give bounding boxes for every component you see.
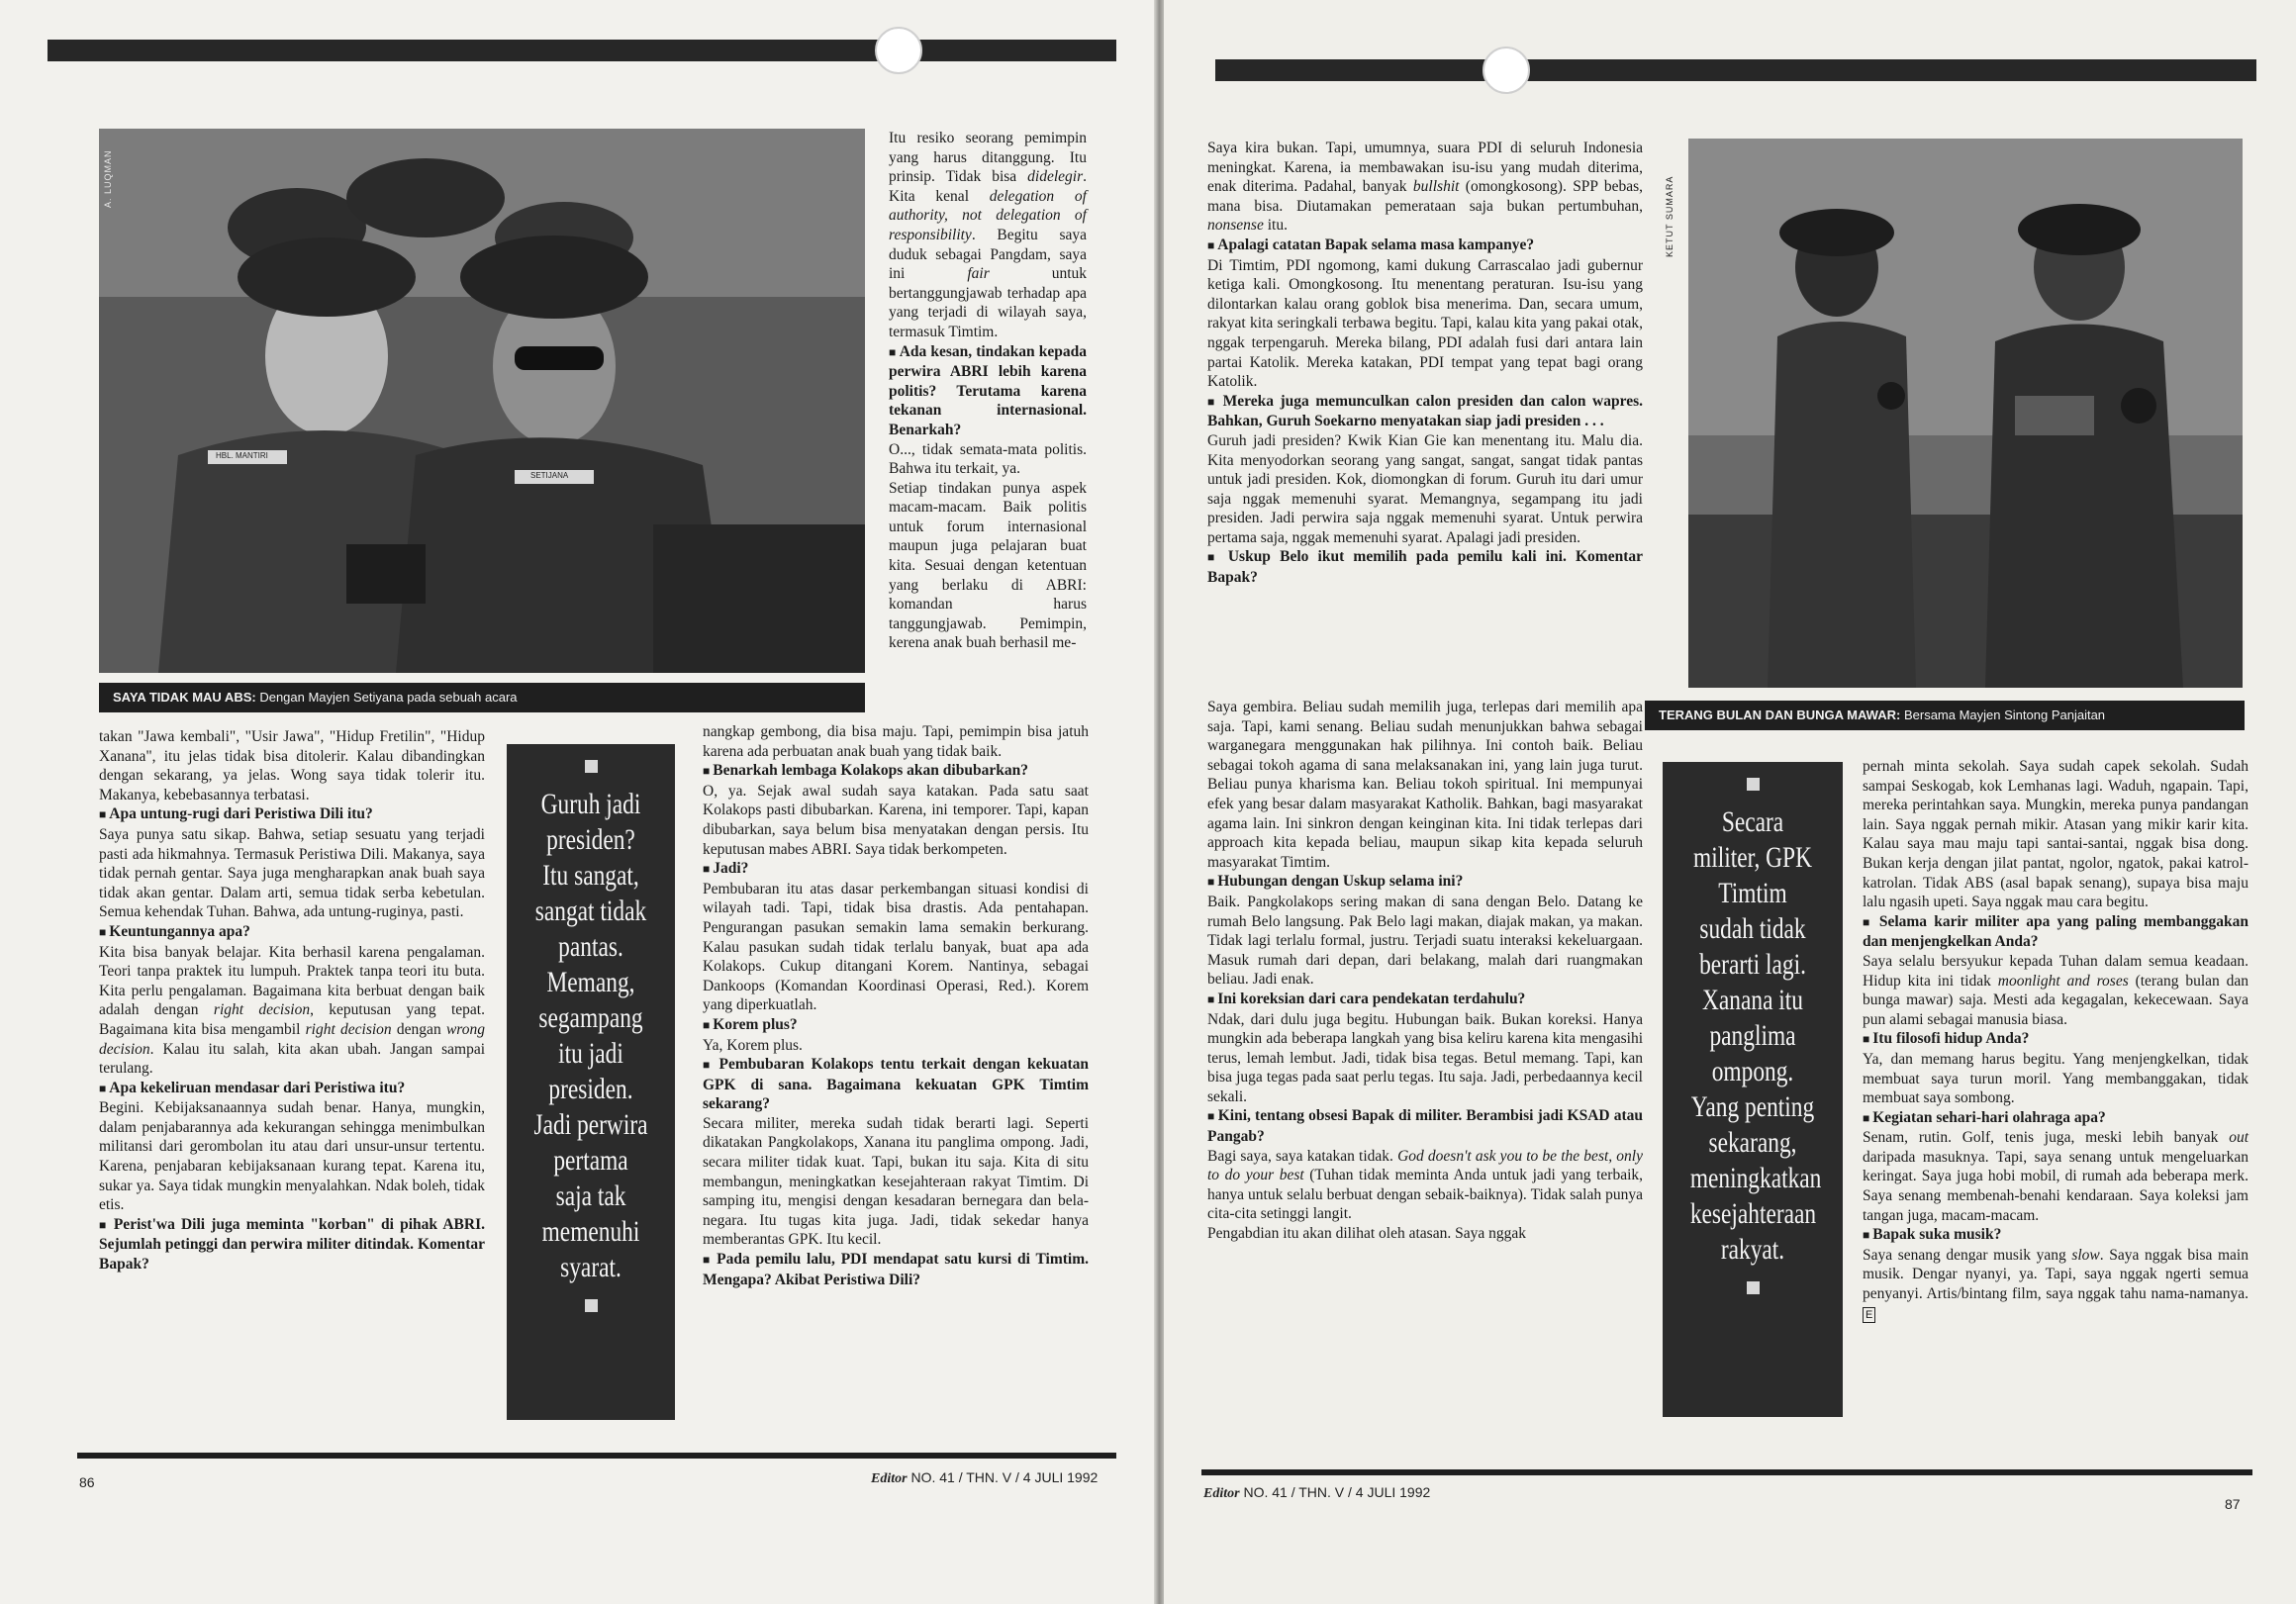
- pull-quote-square-icon: [585, 760, 598, 773]
- binder-hole: [875, 27, 922, 74]
- footer-issue: [1203, 1484, 1430, 1502]
- interview-answer: Setiap tindakan punya aspek macam-macam. Baik politis untuk forum internasional maupun juga pelajaran buat kita. Sesuai dengan ketentuan yang berlaku di ABRI: komandan harus tanggungjawab. Pemimpin, kerena anak buah berhasil me-: [889, 479, 1087, 652]
- article-column-3-bottom: [703, 722, 1089, 1415]
- photo-illustration: [99, 129, 865, 673]
- interview-answer: O..., tidak semata-mata politis. Bahwa itu terkait, ya.: [889, 440, 1087, 478]
- interview-answer: Saya senang dengar musik yang slow. Saya nggak bisa main musik. Dengar nyanyi, ya. Tapi, saya nggak ngerti semua penyanyi. Artis/bintang film, saya nggak tahu nama-namanya. E: [1863, 1246, 2248, 1321]
- article-column-3-top: [889, 129, 1087, 722]
- interview-question: ■ Korem plus?: [703, 1015, 1089, 1036]
- top-bar: [48, 40, 1116, 61]
- interview-answer: Begini. Kebijaksanaannya sudah benar. Hanya, mungkin, dalam penjabarannya ada kekurangan sehingga menimbulkan militansi dari gerombolan itu atau dari unsur-unsur tertentu. Karena, penjabaran kebijaksanaan kurang tepat. Karena itu, sukar ya. Saya tidak mungkin menyalahkan. Ndak boleh, tidak etis.: [99, 1099, 485, 1214]
- interview-answer: Senam, rutin. Golf, tenis juga, meski lebih banyak out daripada masuknya. Tapi, saya senang untuk mengeluarkan keringat. Saya juga hobi mobil, di rumah ada beberapa merk. Saya senang membenah-benahi kendaraan. Saya koleksi jam tangan juga, macam-macam.: [1863, 1129, 2248, 1224]
- badge-name-2: SETIJANA: [530, 471, 569, 480]
- caption-label: SAYA TIDAK MAU ABS:: [113, 690, 256, 705]
- interview-question: ■ Pembubaran Kolakops tentu terkait dengan kekuatan GPK di sana. Bagaimana kekuatan GPK Timtim sekarang?: [703, 1055, 1089, 1114]
- interview-question: ■ Hubungan dengan Uskup selama ini?: [1207, 872, 1643, 893]
- photo-officers: [99, 129, 865, 673]
- caption-text: Dengan Mayjen Setiyana pada sebuah acara: [259, 690, 518, 705]
- interview-answer: O, ya. Sejak awal sudah saya katakan. Pada satu saat Kolakops pasti dibubarkan. Karena, ini temporer. Tapi, kapan dibubarkan, saya belum bisa menyatakan dengan persis. Itu keputusan mabes ABRI. Saya tidak berkompeten.: [703, 782, 1089, 858]
- interview-answer: nangkap gembong, dia bisa maju. Tapi, pemimpin bisa jatuh karena ada perbuatan anak buah yang tidak baik.: [703, 723, 1089, 760]
- pull-quote-text: Guruh jadi presiden? Itu sangat, sangat tidak pantas. Memang, segampang itu jadi presiden. Jadi perwira pertama saja tak memenuhi syarat.: [533, 788, 648, 1283]
- page-number: 86: [79, 1474, 95, 1490]
- photo-credit: A. LUQMAN: [103, 149, 113, 208]
- interview-question: ■ Apalagi catatan Bapak selama masa kampanye?: [1207, 236, 1643, 256]
- interview-question: ■ Uskup Belo ikut memilih pada pemilu kali ini. Komentar Bapak?: [1207, 547, 1643, 587]
- interview-question: ■ Kini, tentang obsesi Bapak di militer. Berambisi jadi KSAD atau Pangab?: [1207, 1106, 1643, 1146]
- footer-rule: [77, 1453, 1116, 1459]
- interview-question: ■ Ini koreksian dari cara pendekatan terdahulu?: [1207, 990, 1643, 1010]
- interview-question: ■ Selama karir militer apa yang paling membanggakan dan menjengkelkan Anda?: [1863, 912, 2248, 952]
- article-column-1-top: [1207, 139, 1643, 698]
- pull-quote-text: Secara militer, GPK Timtim sudah tidak berarti lagi. Xanana itu panglima ompong. Yang penting sekarang, meningkatkan kesejahteraan rakyat.: [1689, 805, 1822, 1266]
- interview-answer: Pembubaran itu atas dasar perkembangan situasi kondisi di wilayah tadi. Tapi, tidak bisa drastis. Ada pentahapan. Pengurangan pasukan semakin lama semakin berkurang. Kalau pasukan sudah tidak terlalu banyak, buat apa ada Kolakops. Cukup ditangani Korem. Nantinya, sebagai Dankoops (Komandan Koordinasi Operasi, Red.). Korem yang diperkuatlah.: [703, 880, 1089, 1014]
- article-column-3: [1863, 757, 2248, 1430]
- interview-answer: Saya kira bukan. Tapi, umumnya, suara PDI di seluruh Indonesia meningkat. Karena, ia membawakan isu-isu yang mudah diterima, enak diterima. Padahal, banyak bullshit (omongkosong). SPP bebas, mana bisa. Diutamakan pemerataan saja bukan pertumbuhan, nonsense itu.: [1207, 140, 1643, 235]
- pull-quote-square-icon: [585, 1299, 598, 1312]
- caption-text: Bersama Mayjen Sintong Panjaitan: [1903, 708, 2106, 722]
- interview-answer: Itu resiko seorang pemimpin yang harus ditanggung. Itu prinsip. Tidak bisa didelegir. Kita kenal delegation of authority, not delegation of responsibility. Begitu saya duduk sebagai Pangdam, saya ini fair untuk bertanggungjawab terhadap apa yang terjadi di wilayah saya, termasuk Timtim.: [889, 130, 1087, 340]
- photo-illustration: [1688, 139, 2243, 688]
- interview-answer: Saya punya satu sikap. Bahwa, setiap sesuatu yang terjadi pasti ada hikmahnya. Termasuk Peristiwa Dili. Makanya, saya tidak pernah gentar. Saya juga mengharapkan anak buah saya tidak akan gentar. Dalam arti, semua tidak serba kebetulan. Semua kehendak Tuhan. Bahwa, ada untung-ruginya, pasti.: [99, 825, 485, 921]
- article-column-1: [99, 727, 485, 1430]
- page-number: 87: [2225, 1496, 2241, 1512]
- photo-caption: [1645, 701, 2245, 730]
- interview-answer: Bagi saya, saya katakan tidak. God doesn't ask you to be the best, only to do your best (Tuhan tidak meminta Anda untuk jadi yang terbaik, hanya untuk selalu berbuat dengan sebaik-baiknya). Tidak salah punya cita-cita setinggi langit.: [1207, 1147, 1644, 1223]
- footer-issue-text: NO. 41 / THN. V / 4 JULI 1992: [1243, 1484, 1431, 1500]
- binder-hole: [1483, 47, 1530, 94]
- interview-question: ■ Apa kekeliruan mendasar dari Peristiwa itu?: [99, 1079, 485, 1099]
- interview-answer: Pengabdian itu akan dilihat oleh atasan. Saya nggak: [1207, 1225, 1526, 1243]
- interview-answer: Kita bisa banyak belajar. Kita berhasil karena pengalaman. Teori tanpa praktek itu lumpuh. Praktek tanpa teori itu buta. Kita perlu pengalaman. Bagaimana kita berbuat dengan baik adalah dengan right decision, keputusan yang tepat. Bagaimana kita bisa mengambil right decision dengan wrong decision. Kalau itu salah, kita akan ubah. Jangan sampai terulang.: [99, 943, 485, 1078]
- interview-question: ■ Kegiatan sehari-hari olahraga apa?: [1863, 1108, 2248, 1129]
- interview-answer: Guruh jadi presiden? Kwik Kian Gie kan menentang itu. Malu dia. Kita menyodorkan seorang yang sangat, sangat, sangat tidak pantas untuk jadi presiden. Kok, diomongkan di forum. Guruh itu dari umur saja nggak memenuhi syarat. Memangnya, segampang itu jadi presiden. Jadi perwira saja nggak memenuhi syarat. Untuk perwira pertama saja, nggak memenuhi syarat. Apalagi jadi presiden.: [1207, 431, 1643, 546]
- badge-name-1: HBL. MANTIRI: [216, 451, 268, 460]
- photo-caption: [99, 683, 865, 712]
- interview-answer: Ya, Korem plus.: [703, 1036, 803, 1054]
- caption-label: TERANG BULAN DAN BUNGA MAWAR:: [1659, 708, 1901, 722]
- interview-question: ■ Ada kesan, tindakan kepada perwira ABRI lebih karena politis? Terutama karena tekanan internasional. Benarkah?: [889, 342, 1087, 440]
- end-of-article-mark: E: [1863, 1307, 1875, 1323]
- interview-question: ■ Benarkah lembaga Kolakops akan dibubarkan?: [703, 761, 1089, 782]
- interview-answer: Secara militer, mereka sudah tidak berarti lagi. Seperti dikatakan Pangkolakops, Xanana itu panglima ompong. Jadi, secara militer tidak kuat. Tapi, bukan itu saja. Kita di situ membangun, meningkatkan kesejahteraan rakyat Timtim. Di samping itu, mengisi dengan kesadaran bernegara dan bela-negara. Itu tugas kita juga. Jadi, tidak sekedar hanya memberantas GPK. Itu kecil.: [703, 1114, 1089, 1249]
- pull-quote-square-icon: [1747, 778, 1760, 791]
- footer-issue: [871, 1469, 1098, 1487]
- pull-quote-square-icon: [1747, 1281, 1760, 1294]
- interview-question: ■ Apa untung-rugi dari Peristiwa Dili itu?: [99, 804, 485, 825]
- photo-credit: KETUT SUMARA: [1665, 175, 1674, 257]
- interview-question: ■ Itu filosofi hidup Anda?: [1863, 1029, 2248, 1050]
- interview-answer: Ya, dan memang harus begitu. Yang menjengkelkan, tidak membuat saya turun moril. Yang membanggakan, tidak membuat saya sombong.: [1863, 1050, 2248, 1107]
- interview-answer: Di Timtim, PDI ngomong, kami dukung Carrascalao jadi gubernur ketiga kali. Omongkosong. Itu menentang peraturan. Isu-isu yang dilontarkan kalau orang goblok bisa menerima. Dan, secara umum, rakyat kita seringkali terbawa begitu. Tapi, kalau kita yang pakai otak, nggak terpengaruh. Mereka bilang, PDI adalah fusi dari antara lain partai Katolik. Mereka katakan, PDI tempat yang tepat bagi orang Katolik.: [1207, 256, 1643, 391]
- footer-rule: [1201, 1469, 2252, 1475]
- interview-answer: Ndak, dari dulu juga begitu. Hubungan baik. Bukan koreksi. Hanya mungkin ada beberapa langkah yang bisa keliru karena kita mengasihi terus, lemah lembut. Jadi, tidak bisa tegas. Betul memang. Tapi, kan bisa juga tegas pada saat perlu tegas. Itu saja. Jadi, perbedaannya kecil sekali.: [1207, 1010, 1643, 1105]
- right-page: [1164, 0, 2296, 1604]
- top-bar: [1215, 59, 2256, 81]
- footer-issue-text: NO. 41 / THN. V / 4 JULI 1992: [910, 1469, 1099, 1485]
- interview-question: ■ Jadi?: [703, 859, 1089, 880]
- photo-two-generals: [1665, 139, 2243, 688]
- interview-question: ■ Pada pemilu lalu, PDI mendapat satu kursi di Timtim. Mengapa? Akibat Peristiwa Dili?: [703, 1250, 1089, 1289]
- article-column-1-bottom: [1207, 698, 1643, 1430]
- interview-answer: Saya selalu bersyukur kepada Tuhan dalam semua keadaan. Hidup kita ini tidak moonlight and roses (terang bulan dan bunga mawar) saja. Mesti ada kegagalan, kekecewaan. Saya pun alami sebagai manusia biasa.: [1863, 952, 2248, 1028]
- interview-question: ■ Keuntungannya apa?: [99, 922, 485, 943]
- footer-magazine: Editor: [871, 1471, 908, 1486]
- interview-answer: Baik. Pangkolakops sering makan di sana dengan Belo. Datang ke rumah Belo langsung. Pak Belo lagi makan, diajak makan, ya makan. Tidak lagi terlalu formal, justru. Terjadi suatu interaksi kekeluargaan. Masuk rumah dari depan, dari belakang, malah dari ruangmakan beliau. Jadi enak.: [1207, 893, 1643, 989]
- interview-answer: Saya gembira. Beliau sudah memilih juga, terlepas dari memilih apa saja. Tapi, kami senang. Beliau sudah menunjukkan bahwa sebagai warganegara menggunakan hak pilihnya. Ini contoh baik. Beliau sebagai tokoh agama di sana melaksanakan ini, yang lain juga turut. Beliau punya kharisma kan. Beliau tokoh spiritual. Ini mempunyai efek yang besar dalam masyarakat Katholik. Bahkan, bagi masyarakat agama lain. Ini sinkron dengan keinginan kita. Ini tidak terlepas dari approach kita kepada beliau, maupun sikap kita kepada seluruh masyarakat Timtim.: [1207, 699, 1643, 871]
- interview-answer: pernah minta sekolah. Saya sudah capek sekolah. Sudah sampai Seskogab, kok Lemhanas lagi. Waduh, ngapain. Tapi, mereka perintahkan saya. Mungkin, mereka punya pandangan lain. Saya nggak pernah mikir. Atasan yang mikir karir kita. Kalau saya mau maju tapi santai-santai, nggak bisa dong. Bukan kerja dengan jilat pantat, ngolor, ngatok, pakai katrol-katrolan. Tidak ABS (asal bapak senang), supaya bisa maju lalu ngasih upeti. Saya nggak mau cara begitu.: [1863, 758, 2248, 911]
- interview-question: ■ Mereka juga memunculkan calon presiden dan calon wapres. Bahkan, Guruh Soekarno menyatakan siap jadi presiden . . .: [1207, 392, 1643, 431]
- footer-magazine: Editor: [1203, 1486, 1240, 1501]
- pull-quote: [507, 744, 675, 1420]
- pull-quote: [1663, 762, 1843, 1417]
- interview-question: ■ Bapak suka musik?: [1863, 1225, 2248, 1246]
- interview-answer: takan "Jawa kembali", "Usir Jawa", "Hidup Fretilin", "Hidup Xanana", itu jelas tidak bisa ditolerir. Kalau dibandingkan dengan sekarang, ya jelas. Wong saya tidak tolerir itu. Makanya, kebebasannya terbatasi.: [99, 728, 485, 803]
- interview-question: ■ Perist'wa Dili juga meminta "korban" di pihak ABRI. Sejumlah petinggi dan perwira militer ditindak. Komentar Bapak?: [99, 1215, 485, 1274]
